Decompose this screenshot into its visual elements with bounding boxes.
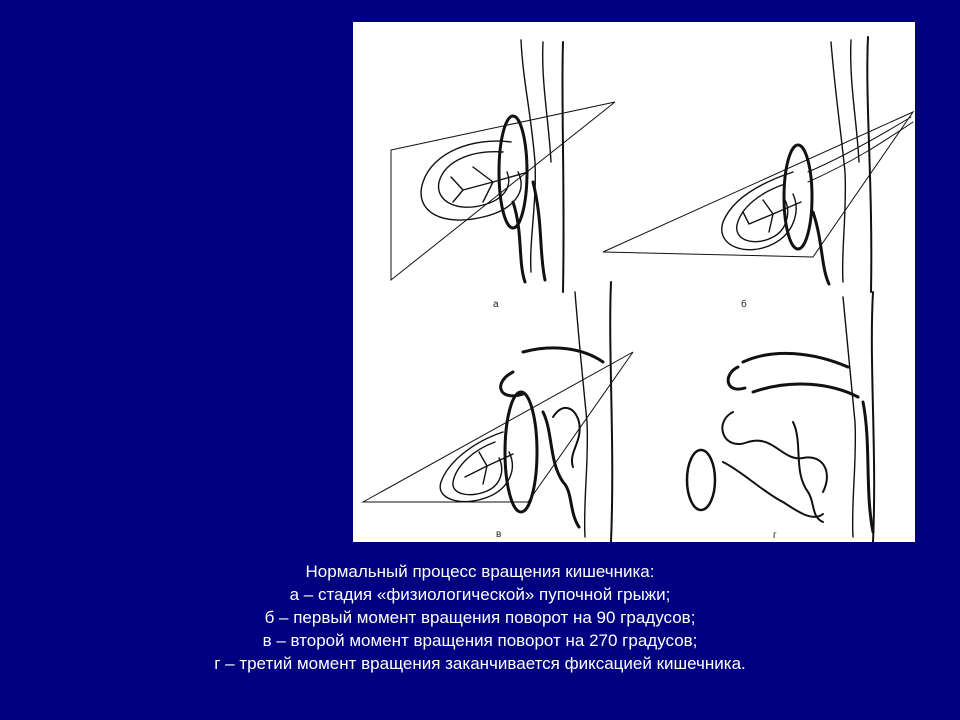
panel-label-a: а [493,299,499,310]
panel-a-drawing [391,40,615,292]
anatomy-figure [353,22,915,542]
panel-label-b: б [741,299,747,310]
caption-line-b: б – первый момент вращения поворот на 90 градусов; [264,608,696,627]
panel-label-c: в [496,529,502,540]
caption-line-c: в – второй момент вращения поворот на 270 градусов; [262,631,698,650]
caption-line-a: а – стадия «физиологической» пупочной грыжи; [289,585,671,604]
figure-caption [0,560,960,675]
caption-title: Нормальный процесс вращения кишечника: [305,562,655,581]
panel-d-drawing [687,292,874,542]
caption-line-d: г – третий момент вращения заканчивается фиксацией кишечника. [214,654,746,673]
panel-b-drawing [603,37,913,292]
panel-c-drawing [363,282,633,542]
panel-label-d: г [773,530,777,541]
intestine-rotation-illustration [353,22,915,542]
